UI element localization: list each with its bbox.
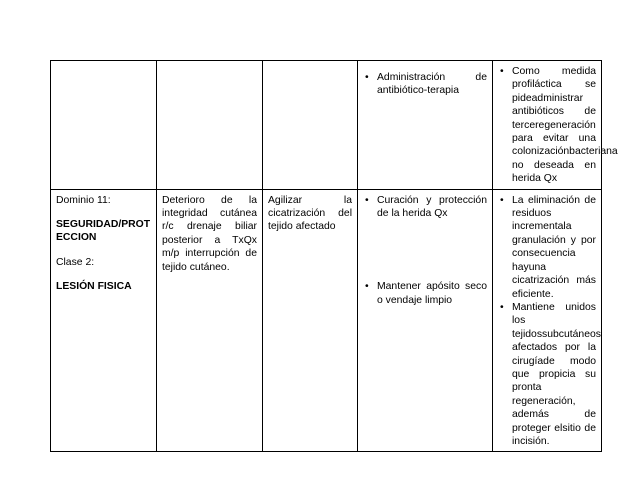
class-name: LESIÓN FISICA <box>56 281 132 293</box>
table-cell-empty <box>263 61 358 190</box>
objective-cell <box>263 189 358 452</box>
care-plan-table <box>50 60 618 452</box>
objective-text: Agilizar la cicatrización del tejido afectado <box>268 194 352 233</box>
list-item: • Como medida profiláctica se pideadministrar antibióticos de terceregeneración para evitar una colonizaciónbacteriana no deseada en herida Qx <box>498 65 596 186</box>
rationale-list <box>498 194 601 449</box>
list-item: • Administración de antibiótico-terapia <box>363 71 487 98</box>
list-item: • Curación y protección de la herida Qx <box>363 194 487 221</box>
interventions-list <box>363 194 487 308</box>
domain-cell <box>51 189 157 452</box>
list-item: • Mantiene unidos los tejidossubcutáneos afectados por la cirugíade modo que propicia su pronta regeneración, además de proteger elsitio de incisión. <box>498 301 596 448</box>
diagnosis-text: Deterioro de la integridad cutánea r/c drenaje biliar posterior a TxQx m/p interrupción de tejido cutáneo. <box>162 194 257 273</box>
rationale-cell <box>493 189 602 452</box>
class-label: Clase 2: <box>56 256 95 268</box>
list-item: • Mantener apósito seco o vendaje limpio <box>363 280 487 307</box>
table-cell-empty <box>157 61 263 190</box>
diagnosis-cell <box>157 189 263 452</box>
list-item: • La eliminación de residuos incrementala granulación y por consecuencia hayuna cicatrización más eficiente. <box>498 194 596 301</box>
domain-label: Dominio 11: <box>56 194 111 206</box>
interventions-list <box>363 71 487 98</box>
rationale-cell <box>493 61 618 190</box>
table-cell-empty <box>51 61 157 190</box>
rationale-list <box>498 65 618 186</box>
interventions-cell <box>358 189 493 452</box>
table-row <box>51 189 602 452</box>
interventions-cell <box>358 61 493 190</box>
domain-name: SEGURIDAD/PROTECCION <box>56 219 151 244</box>
table-row <box>51 61 602 190</box>
